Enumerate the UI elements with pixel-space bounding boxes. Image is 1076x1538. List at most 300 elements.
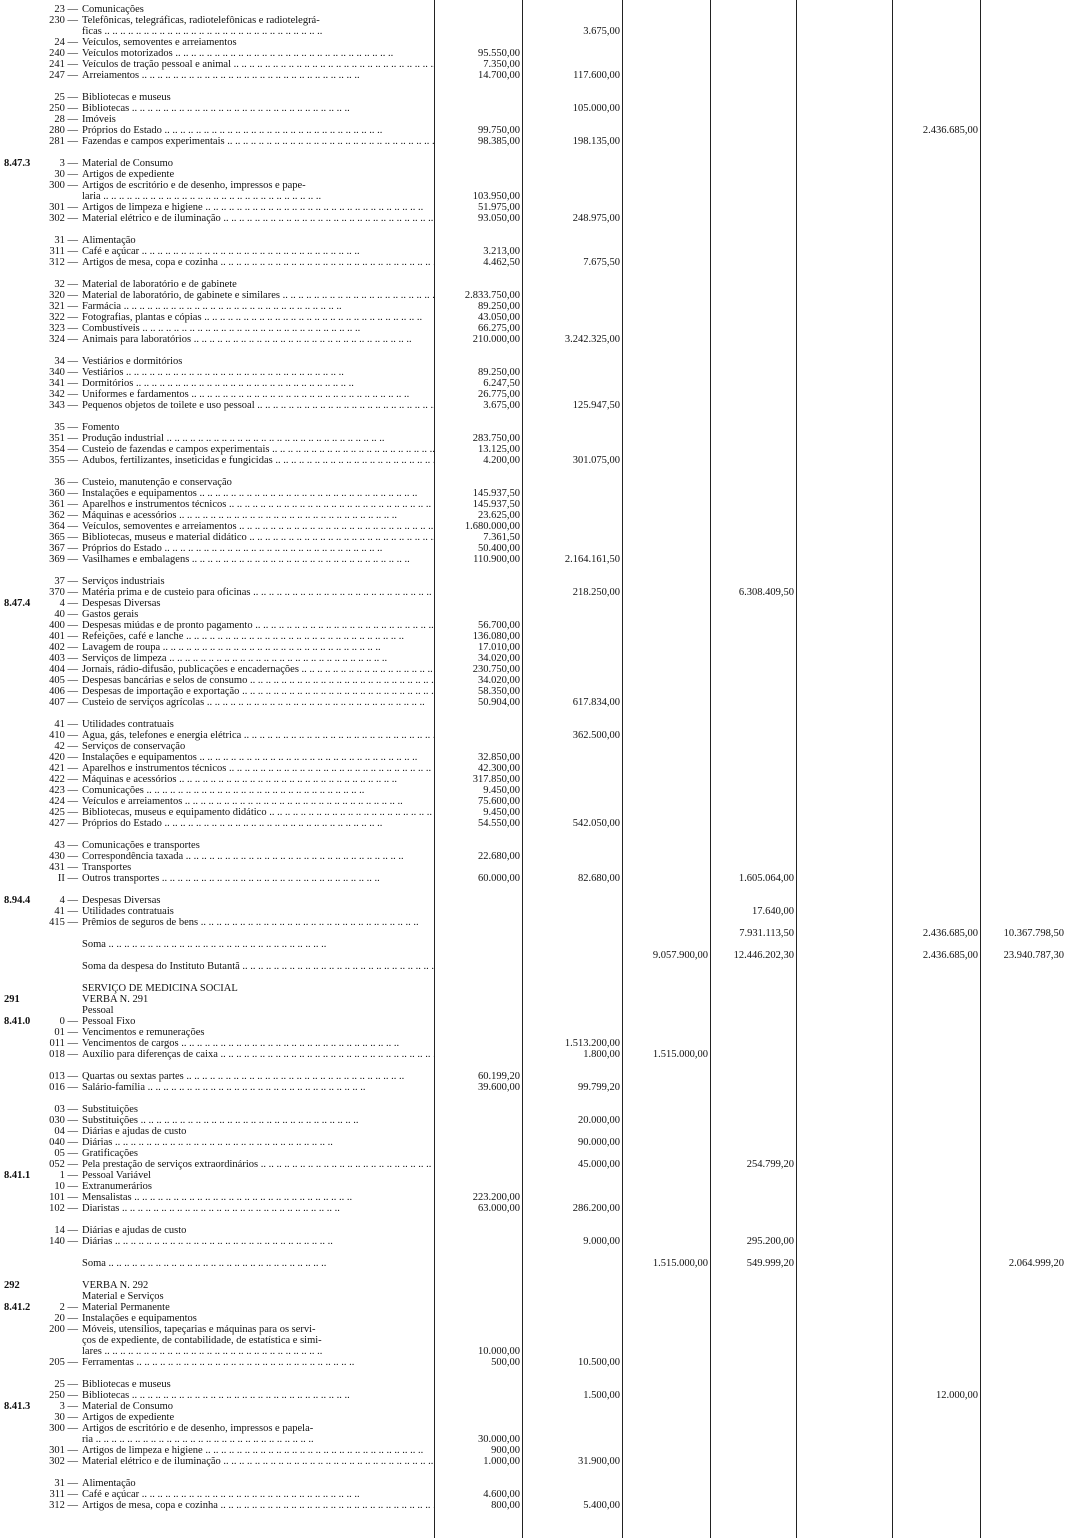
row-description: ços de expediente, de contabilidade, de estatística e simi- <box>82 1335 322 1346</box>
amount-c1: 7.350,00 <box>483 59 520 70</box>
row-item-number: 422 — <box>49 774 78 785</box>
row-item-number: 01 — <box>54 1027 78 1038</box>
table-row <box>0 763 1076 774</box>
table-row <box>0 895 1076 906</box>
row-description: Substituições .. .. <box>82 1115 434 1126</box>
table-row <box>0 1005 1076 1016</box>
row-description: Despesas Diversas <box>82 895 161 906</box>
table-row <box>0 488 1076 499</box>
table-row <box>0 1467 1076 1478</box>
table-row <box>0 37 1076 48</box>
row-item-number: 101 — <box>49 1192 78 1203</box>
amount-c1: 1.000,00 <box>483 1456 520 1467</box>
amount-c1: 6.247,50 <box>483 378 520 389</box>
row-description: Fomento <box>82 422 120 433</box>
table-row <box>0 1434 1076 1445</box>
row-item-number: 323 — <box>49 323 78 334</box>
row-item-number: 250 — <box>49 1390 78 1401</box>
row-item-number: 343 — <box>49 400 78 411</box>
table-row <box>0 994 1076 1005</box>
row-item-number: 03 — <box>54 1104 78 1115</box>
table-row <box>0 191 1076 202</box>
row-item-number: 10 — <box>54 1181 78 1192</box>
amount-c6: 2.436.685,00 <box>922 125 978 136</box>
row-item-number: 140 — <box>49 1236 78 1247</box>
table-row <box>0 1379 1076 1390</box>
row-item-number: 421 — <box>49 763 78 774</box>
table-row <box>0 1500 1076 1511</box>
table-row <box>0 367 1076 378</box>
table-row <box>0 796 1076 807</box>
row-description: Vestiários e dormitórios <box>82 356 183 367</box>
row-description: Comunicações e transportes <box>82 840 200 851</box>
amount-c7: 23.940.787,30 <box>1003 950 1064 961</box>
row-item-number: 351 — <box>49 433 78 444</box>
table-row <box>0 620 1076 631</box>
amount-c4: 549.999,20 <box>746 1258 794 1269</box>
table-row <box>0 939 1076 950</box>
amount-c2: 248.975,00 <box>572 213 620 224</box>
table-row <box>0 48 1076 59</box>
amount-c2: 362.500,00 <box>572 730 620 741</box>
row-description: Matéria prima e de custeio para oficinas .. .. <box>82 587 434 598</box>
row-item-number: 34 — <box>54 356 78 367</box>
amount-c1: 98.385,00 <box>478 136 520 147</box>
row-item-number: 355 — <box>49 455 78 466</box>
row-description: Material elétrico e de iluminação .. .. <box>82 1456 434 1467</box>
amount-c1: 58.350,00 <box>478 686 520 697</box>
row-item-number: 402 — <box>49 642 78 653</box>
amount-c4: 17.640,00 <box>752 906 794 917</box>
row-description: Próprios do Estado .. .. <box>82 543 434 554</box>
amount-c2: 20.000,00 <box>578 1115 620 1126</box>
row-item-number: 011 — <box>49 1038 78 1049</box>
table-row <box>0 1170 1076 1181</box>
row-description: Água, gás, telefones e energia elétrica .. .. <box>82 730 434 741</box>
amount-c2: 218.250,00 <box>572 587 620 598</box>
row-description: Transportes <box>82 862 132 873</box>
table-row <box>0 1302 1076 1313</box>
table-row <box>0 1313 1076 1324</box>
table-row <box>0 147 1076 158</box>
row-item-number: 250 — <box>49 103 78 114</box>
row-description: Dormitórios .. .. <box>82 378 434 389</box>
row-description: Bibliotecas e museus <box>82 92 171 103</box>
amount-c1: 89.250,00 <box>478 301 520 312</box>
row-item-number: 016 — <box>49 1082 78 1093</box>
row-item-number: 407 — <box>49 697 78 708</box>
row-item-number: 30 — <box>54 169 78 180</box>
table-row <box>0 1104 1076 1115</box>
row-description: Artigos de limpeza e higiene .. .. <box>82 202 434 213</box>
table-row <box>0 1038 1076 1049</box>
row-item-number: 35 — <box>54 422 78 433</box>
row-item-number: 43 — <box>54 840 78 851</box>
row-description: Aparelhos e instrumentos técnicos .. .. <box>82 499 434 510</box>
table-row <box>0 961 1076 972</box>
row-code: 8.47.4 <box>4 598 31 609</box>
table-row <box>0 290 1076 301</box>
row-item-number: 41 — <box>54 906 78 917</box>
row-item-number: 300 — <box>49 180 78 191</box>
row-item-number: 301 — <box>49 1445 78 1456</box>
table-row <box>0 1214 1076 1225</box>
table-row <box>0 4 1076 15</box>
row-item-number: 425 — <box>49 807 78 818</box>
amount-c1: 10.000,00 <box>478 1346 520 1357</box>
row-description: Auxílio para diferenças de caixa .. .. <box>82 1049 434 1060</box>
row-item-number: 0 — <box>59 1016 78 1027</box>
amount-c1: 60.000,00 <box>478 873 520 884</box>
row-item-number: 052 — <box>49 1159 78 1170</box>
table-row <box>0 1181 1076 1192</box>
table-row <box>0 444 1076 455</box>
row-item-number: 321 — <box>49 301 78 312</box>
amount-c2: 90.000,00 <box>578 1137 620 1148</box>
amount-c1: 900,00 <box>491 1445 520 1456</box>
row-description: Próprios do Estado .. .. <box>82 125 434 136</box>
row-description: Pessoal Variável <box>82 1170 151 1181</box>
table-row <box>0 455 1076 466</box>
amount-c2: 99.799,20 <box>578 1082 620 1093</box>
row-item-number: 367 — <box>49 543 78 554</box>
row-item-number: 301 — <box>49 202 78 213</box>
amount-c2: 198.135,00 <box>572 136 620 147</box>
row-item-number: 320 — <box>49 290 78 301</box>
table-row <box>0 972 1076 983</box>
row-item-number: 302 — <box>49 213 78 224</box>
table-row <box>0 246 1076 257</box>
row-description: Artigos de escritório e de desenho, impressos e pape- <box>82 180 306 191</box>
table-row <box>0 1489 1076 1500</box>
table-row <box>0 279 1076 290</box>
table-row <box>0 1115 1076 1126</box>
table-row <box>0 609 1076 620</box>
table-row <box>0 433 1076 444</box>
amount-c6: 12.000,00 <box>936 1390 978 1401</box>
table-row <box>0 1027 1076 1038</box>
table-row <box>0 81 1076 92</box>
amount-c2: 9.000,00 <box>583 1236 620 1247</box>
row-item-number: 04 — <box>54 1126 78 1137</box>
row-item-number: 404 — <box>49 664 78 675</box>
table-row <box>0 1445 1076 1456</box>
amount-c1: 145.937,50 <box>472 488 520 499</box>
row-description: Veículos e arreiamentos .. .. <box>82 796 434 807</box>
table-row <box>0 532 1076 543</box>
row-item-number: 362 — <box>49 510 78 521</box>
table-row <box>0 983 1076 994</box>
table-row <box>0 1324 1076 1335</box>
table-row <box>0 708 1076 719</box>
row-description: Soma da despesa do Instituto Butantã .. .. <box>82 961 434 972</box>
row-description: ria .. .. <box>82 1434 434 1445</box>
row-description: Substituições <box>82 1104 139 1115</box>
row-item-number: 040 — <box>49 1137 78 1148</box>
table-row <box>0 257 1076 268</box>
row-description: Pessoal <box>82 1005 114 1016</box>
row-item-number: 32 — <box>54 279 78 290</box>
row-item-number: 31 — <box>54 1478 78 1489</box>
row-description: Artigos de expediente <box>82 1412 175 1423</box>
amount-c2: 542.050,00 <box>572 818 620 829</box>
row-item-number: 36 — <box>54 477 78 488</box>
row-item-number: 24 — <box>54 37 78 48</box>
row-item-number: 3 — <box>59 158 78 169</box>
row-description: Pequenos objetos de toilete e uso pessoal .. .. <box>82 400 434 411</box>
table-row <box>0 873 1076 884</box>
row-item-number: II — <box>57 873 78 884</box>
row-item-number: 281 — <box>49 136 78 147</box>
table-row <box>0 323 1076 334</box>
table-row <box>0 1060 1076 1071</box>
table-row <box>0 1346 1076 1357</box>
row-item-number: 23 — <box>54 4 78 15</box>
amount-c1: 13.125,00 <box>478 444 520 455</box>
row-description: Material de Consumo <box>82 1401 173 1412</box>
row-description: Material de laboratório, de gabinete e similares .. .. <box>82 290 434 301</box>
row-description: Despesas bancárias e selos de consumo .. .. <box>82 675 434 686</box>
row-item-number: 240 — <box>49 48 78 59</box>
amount-c1: 42.300,00 <box>478 763 520 774</box>
table-row <box>0 1247 1076 1258</box>
table-row <box>0 675 1076 686</box>
row-description: Máquinas e acessórios .. .. <box>82 510 434 521</box>
table-row <box>0 642 1076 653</box>
amount-c3: 1.515.000,00 <box>652 1258 708 1269</box>
row-description: Uniformes e fardamentos .. .. <box>82 389 434 400</box>
row-description: Veículos, semoventes e arreiamentos <box>82 37 237 48</box>
amount-c1: 500,00 <box>491 1357 520 1368</box>
row-description: Pessoal Fixo <box>82 1016 136 1027</box>
table-row <box>0 818 1076 829</box>
row-description: Soma .. .. <box>82 1258 434 1269</box>
row-item-number: 205 — <box>49 1357 78 1368</box>
row-item-number: 424 — <box>49 796 78 807</box>
row-description: Vencimentos e remunerações <box>82 1027 205 1038</box>
row-item-number: 322 — <box>49 312 78 323</box>
row-description: laria .. .. <box>82 191 434 202</box>
row-description: Material e Serviços <box>82 1291 164 1302</box>
amount-c1: 1.680.000,00 <box>464 521 520 532</box>
amount-c1: 23.625,00 <box>478 510 520 521</box>
row-item-number: 41 — <box>54 719 78 730</box>
table-row <box>0 1093 1076 1104</box>
row-item-number: 25 — <box>54 92 78 103</box>
table-row <box>0 807 1076 818</box>
row-description: VERBA N. 291 <box>82 994 149 1005</box>
row-description: ficas .. .. <box>82 26 434 37</box>
table-row <box>0 686 1076 697</box>
table-row <box>0 378 1076 389</box>
row-description: Bibliotecas, museus e equipamento didático .. .. <box>82 807 434 818</box>
row-item-number: 354 — <box>49 444 78 455</box>
amount-c1: 56.700,00 <box>478 620 520 631</box>
table-row <box>0 422 1076 433</box>
row-description: Comunicações .. .. <box>82 785 434 796</box>
amount-c1: 136.080,00 <box>472 631 520 642</box>
row-item-number: 247 — <box>49 70 78 81</box>
amount-c2: 1.500,00 <box>583 1390 620 1401</box>
table-row <box>0 466 1076 477</box>
row-item-number: 401 — <box>49 631 78 642</box>
amount-c1: 66.275,00 <box>478 323 520 334</box>
amount-c1: 283.750,00 <box>472 433 520 444</box>
table-row <box>0 1016 1076 1027</box>
row-item-number: 018 — <box>49 1049 78 1060</box>
table-row <box>0 1456 1076 1467</box>
row-code: 8.41.0 <box>4 1016 31 1027</box>
row-item-number: 410 — <box>49 730 78 741</box>
row-description: Custeio, manutenção e conservação <box>82 477 232 488</box>
row-description: Bibliotecas .. .. <box>82 103 434 114</box>
table-row <box>0 1357 1076 1368</box>
table-row <box>0 1291 1076 1302</box>
row-description: Aparelhos e instrumentos técnicos .. .. <box>82 763 434 774</box>
amount-c1: 54.550,00 <box>478 818 520 829</box>
row-description: Bibliotecas e museus <box>82 1379 171 1390</box>
amount-c1: 89.250,00 <box>478 367 520 378</box>
table-row <box>0 92 1076 103</box>
row-description: Animais para laboratórios .. .. <box>82 334 434 345</box>
row-item-number: 420 — <box>49 752 78 763</box>
row-item-number: 405 — <box>49 675 78 686</box>
row-item-number: 14 — <box>54 1225 78 1236</box>
amount-c7: 10.367.798,50 <box>1003 928 1064 939</box>
row-item-number: 427 — <box>49 818 78 829</box>
row-item-number: 241 — <box>49 59 78 70</box>
amount-c1: 3.213,00 <box>483 246 520 257</box>
table-row <box>0 103 1076 114</box>
row-item-number: 370 — <box>49 587 78 598</box>
row-item-number: 369 — <box>49 554 78 565</box>
table-row <box>0 1126 1076 1137</box>
amount-c4: 1.605.064,00 <box>738 873 794 884</box>
table-row <box>0 1478 1076 1489</box>
row-description: Café e açúcar .. .. <box>82 1489 434 1500</box>
amount-c1: 32.850,00 <box>478 752 520 763</box>
amount-c1: 39.600,00 <box>478 1082 520 1093</box>
row-item-number: 4 — <box>59 598 78 609</box>
amount-c1: 230.750,00 <box>472 664 520 675</box>
row-description: Artigos de mesa, copa e cozinha .. .. <box>82 1500 434 1511</box>
table-row <box>0 1192 1076 1203</box>
amount-c1: 7.361,50 <box>483 532 520 543</box>
row-description: Móveis, utensílios, tapeçarias e máquinas para os servi- <box>82 1324 316 1335</box>
table-row <box>0 158 1076 169</box>
table-row <box>0 125 1076 136</box>
row-description: Artigos de limpeza e higiene .. .. <box>82 1445 434 1456</box>
table-row <box>0 598 1076 609</box>
row-description: Veículos de tração pessoal e animal .. .. <box>82 59 434 70</box>
row-description: Diárias e ajudas de custo <box>82 1126 187 1137</box>
row-description: SERVIÇO DE MEDICINA SOCIAL <box>82 983 238 994</box>
table-row <box>0 906 1076 917</box>
table-row <box>0 543 1076 554</box>
table-row <box>0 1236 1076 1247</box>
row-item-number: 415 — <box>49 917 78 928</box>
table-row <box>0 840 1076 851</box>
row-description: Bibliotecas .. .. <box>82 1390 434 1401</box>
table-row <box>0 631 1076 642</box>
table-row <box>0 26 1076 37</box>
row-description: Correspondência taxada .. .. <box>82 851 434 862</box>
row-description: Extranumerários <box>82 1181 152 1192</box>
amount-c6: 2.436.685,00 <box>922 928 978 939</box>
amount-c2: 1.800,00 <box>583 1049 620 1060</box>
table-row <box>0 1148 1076 1159</box>
table-row <box>0 752 1076 763</box>
row-description: Produção industrial .. .. <box>82 433 434 444</box>
amount-c1: 26.775,00 <box>478 389 520 400</box>
table-row <box>0 1368 1076 1379</box>
row-item-number: 25 — <box>54 1379 78 1390</box>
table-row <box>0 851 1076 862</box>
amount-c4: 7.931.113,50 <box>739 928 794 939</box>
row-code: 8.41.1 <box>4 1170 31 1181</box>
row-item-number: 302 — <box>49 1456 78 1467</box>
row-description: Fotografias, plantas e cópias .. .. <box>82 312 434 323</box>
row-item-number: 200 — <box>49 1324 78 1335</box>
row-item-number: 3 — <box>59 1401 78 1412</box>
row-description: Refeições, café e lanche .. .. <box>82 631 434 642</box>
row-item-number: 311 — <box>49 1489 78 1500</box>
amount-c2: 617.834,00 <box>572 697 620 708</box>
row-item-number: 340 — <box>49 367 78 378</box>
amount-c1: 60.199,20 <box>478 1071 520 1082</box>
row-description: Ferramentas .. .. <box>82 1357 434 1368</box>
table-row <box>0 114 1076 125</box>
row-description: Instalações e equipamentos .. .. <box>82 752 434 763</box>
table-row <box>0 1159 1076 1170</box>
amount-c4: 6.308.409,50 <box>738 587 794 598</box>
row-description: Artigos de expediente <box>82 169 175 180</box>
row-description: Comunicações <box>82 4 144 15</box>
amount-c1: 34.020,00 <box>478 675 520 686</box>
table-row <box>0 664 1076 675</box>
amount-c1: 75.600,00 <box>478 796 520 807</box>
table-row <box>0 521 1076 532</box>
row-item-number: 364 — <box>49 521 78 532</box>
amount-c2: 45.000,00 <box>578 1159 620 1170</box>
table-row <box>0 224 1076 235</box>
row-code: 8.94.4 <box>4 895 31 906</box>
row-item-number: 4 — <box>59 895 78 906</box>
row-description: Alimentação <box>82 235 136 246</box>
row-description: Arreiamentos .. .. <box>82 70 434 81</box>
row-item-number: 030 — <box>49 1115 78 1126</box>
row-item-number: 37 — <box>54 576 78 587</box>
amount-c1: 800,00 <box>491 1500 520 1511</box>
row-description: Despesas Diversas <box>82 598 161 609</box>
amount-c1: 3.675,00 <box>483 400 520 411</box>
row-item-number: 280 — <box>49 125 78 136</box>
amount-c1: 51.975,00 <box>478 202 520 213</box>
table-row <box>0 301 1076 312</box>
amount-c1: 30.000,00 <box>478 1434 520 1445</box>
row-item-number: 403 — <box>49 653 78 664</box>
amount-c1: 210.000,00 <box>472 334 520 345</box>
amount-c2: 1.513.200,00 <box>564 1038 620 1049</box>
row-code: 8.41.2 <box>4 1302 31 1313</box>
table-row <box>0 1049 1076 1060</box>
amount-c1: 9.450,00 <box>483 807 520 818</box>
row-description: VERBA N. 292 <box>82 1280 149 1291</box>
row-item-number: 312 — <box>49 1500 78 1511</box>
row-item-number: 102 — <box>49 1203 78 1214</box>
row-description: Mensalistas .. .. <box>82 1192 434 1203</box>
row-description: Vasilhames e embalagens .. .. <box>82 554 434 565</box>
